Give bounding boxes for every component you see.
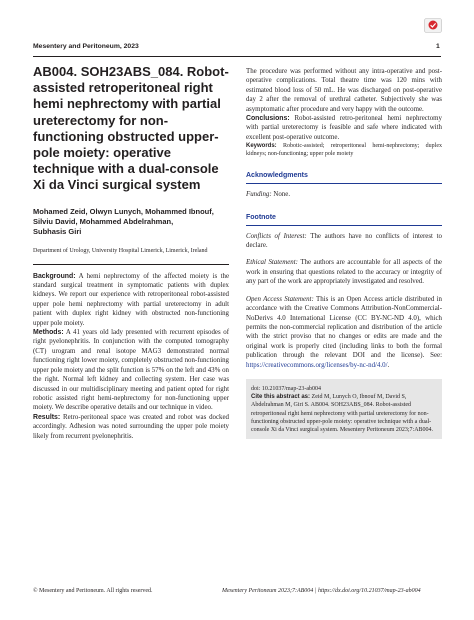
conclusions-label: Conclusions: xyxy=(246,115,290,123)
author-line: Silviu David, Mohammed Abdelrahman, xyxy=(33,216,174,226)
right-column xyxy=(246,67,442,439)
footer-copyright: © Mesentery and Peritoneum. All rights reserved. xyxy=(33,588,153,594)
keywords-text: Robotic-assisted; retroperitoneal hemi-nephrectomy; duplex kidneys; non-functioning; upper pole moiety xyxy=(246,143,442,158)
article-title: AB004. SOH23ABS_084. Robot-assisted retroperitoneal right hemi nephrectomy with partial ureterectomy for non-functioning obstructed upper-pole moiety: operative technique with a dual-console Xi da Vinci surgical system xyxy=(33,64,229,193)
keywords-paragraph xyxy=(246,142,442,158)
footnote-heading: Footnote xyxy=(246,213,276,221)
citation-box xyxy=(246,379,442,439)
conclusions-text: Robot-assisted retro-peritoneal hemi nephrectomy with partial ureterectomy is feasible and safe where indicated with excellent post-operative outcome. xyxy=(246,115,442,141)
funding-label: Funding: xyxy=(246,191,272,199)
open-access-text: This is an Open Access article distributed in accordance with the Creative Commons Attribution-NonCommercial-NoDerivs 4.0 International License (CC BY-NC-ND 4.0), which permits the non-commercial replication and distribution of the article with the strict proviso that no changes or edits are made and the original work is properly cited (including links to both the formal publication through the relevant DOI and the license). See: xyxy=(246,295,442,360)
keywords-label: Keywords: xyxy=(246,143,277,150)
divider xyxy=(33,264,229,265)
acknowledgments-heading: Acknowledgments xyxy=(246,172,308,180)
open-access-paragraph xyxy=(246,295,442,370)
cite-paragraph xyxy=(251,393,437,434)
open-access-label: Open Access Statement: xyxy=(246,295,314,303)
header-rule xyxy=(33,56,441,57)
footer-citation: Mesentery Peritoneum 2023;7:AB004 | https://dx.doi.org/10.21037/map-23-ab004 xyxy=(222,588,421,594)
results-text: Retro-peritoneal space was created and robot was docked accordingly. Adhesion was noted surrounding the upper pole moiety likely from recurrent pyelonephritis. xyxy=(33,413,229,440)
conflicts-text: The authors have no conflicts of interest to declare. xyxy=(246,232,442,250)
open-access-end: . xyxy=(387,361,390,369)
methods-text: A 41 years old lady presented with recurrent episodes of right pyelonephritis. In conjunction with the computed tomography (CT) urogram and renal isotope MAG3 demonstrated normal functioning right lower moiety, completely obstructed non-functioning upper pole moiety and the split function is 57% on the left and 43% on the right. Normal left kidney and collecting system. Her case was discussed in our multidisciplinary meeting and patient opted for right robotic assisted right hemi-nephrectomy for non-functioning upper moiety. We describe operative details and our technique in video. xyxy=(33,329,230,412)
journal-issue: Mesentery and Peritoneum, 2023 xyxy=(33,43,139,50)
acknowledgments-rule xyxy=(246,183,442,184)
license-link[interactable]: https://creativecommons.org/licenses/by-nc-nd/4.0/ xyxy=(246,361,388,369)
author-line: Subhasis Giri xyxy=(33,226,82,236)
methods-paragraph xyxy=(33,328,229,413)
affiliation: Department of Urology, University Hospital Limerick, Limerick, Ireland xyxy=(33,247,208,254)
results-label: Results: xyxy=(33,413,61,421)
ethical-paragraph xyxy=(246,258,442,286)
cite-text: Zeid M, Lunych O, Ibnouf M, David S, Abdelrahman M, Giri S. AB004. SOH23ABS_084. Robot-assisted retroperitoneal right hemi nephrectomy with partial ureterectomy for non-functioning obstructed upper-pole moiety: operative technique with a dual-console Xi da Vinci surgical system. Mesentery Peritoneum 2023;7:AB004. xyxy=(251,394,434,433)
methods-label: Methods: xyxy=(33,329,64,337)
doi-text[interactable]: doi: 10.21037/map-23-ab004 xyxy=(251,385,321,392)
funding-paragraph xyxy=(246,190,442,199)
footnote-rule xyxy=(246,225,442,226)
check-for-updates-icon[interactable] xyxy=(424,18,442,33)
background-label: Background: xyxy=(33,272,76,280)
left-column xyxy=(33,64,229,441)
author-line: Mohamed Zeid, Olwyn Lunych, Mohammed Ibnouf, xyxy=(33,206,214,216)
author-list xyxy=(33,207,229,237)
conflicts-paragraph xyxy=(246,232,442,251)
background-paragraph xyxy=(33,272,229,328)
background-text: A hemi nephrectomy of the affected moiety is the standard surgical treatment in symptomatic patients with duplex kidneys. We report our experience with retroperitoneal robot-assisted upper pole hemi nephrectomy with partial ureterectomy in adult patient with duplex right kidney with obstructed non-functioning upper pole moiety. xyxy=(33,272,230,327)
results-continued: The procedure was performed without any intra-operative and post-operative complications. Total theatre time was 120 mins with estimated blood loss of 50 mL. He was discharged on post-operative day 2 after the removal of urethral catheter. Subjectively she was asymptomatic after procedure and very happy with the outcome. xyxy=(246,68,442,113)
cite-label: Cite this abstract as: xyxy=(251,394,311,401)
funding-text: None. xyxy=(273,191,291,199)
ethical-text: The authors are accountable for all aspects of the work in ensuring that questions related to the accuracy or integrity of any part of the work are appropriately investigated and resolved. xyxy=(246,259,442,286)
conflicts-label: Conflicts of Interest: xyxy=(246,232,307,240)
conclusions-paragraph xyxy=(246,114,442,142)
page-number: 1 xyxy=(436,43,440,50)
results-paragraph xyxy=(33,413,229,441)
ethical-label: Ethical Statement: xyxy=(246,259,298,267)
